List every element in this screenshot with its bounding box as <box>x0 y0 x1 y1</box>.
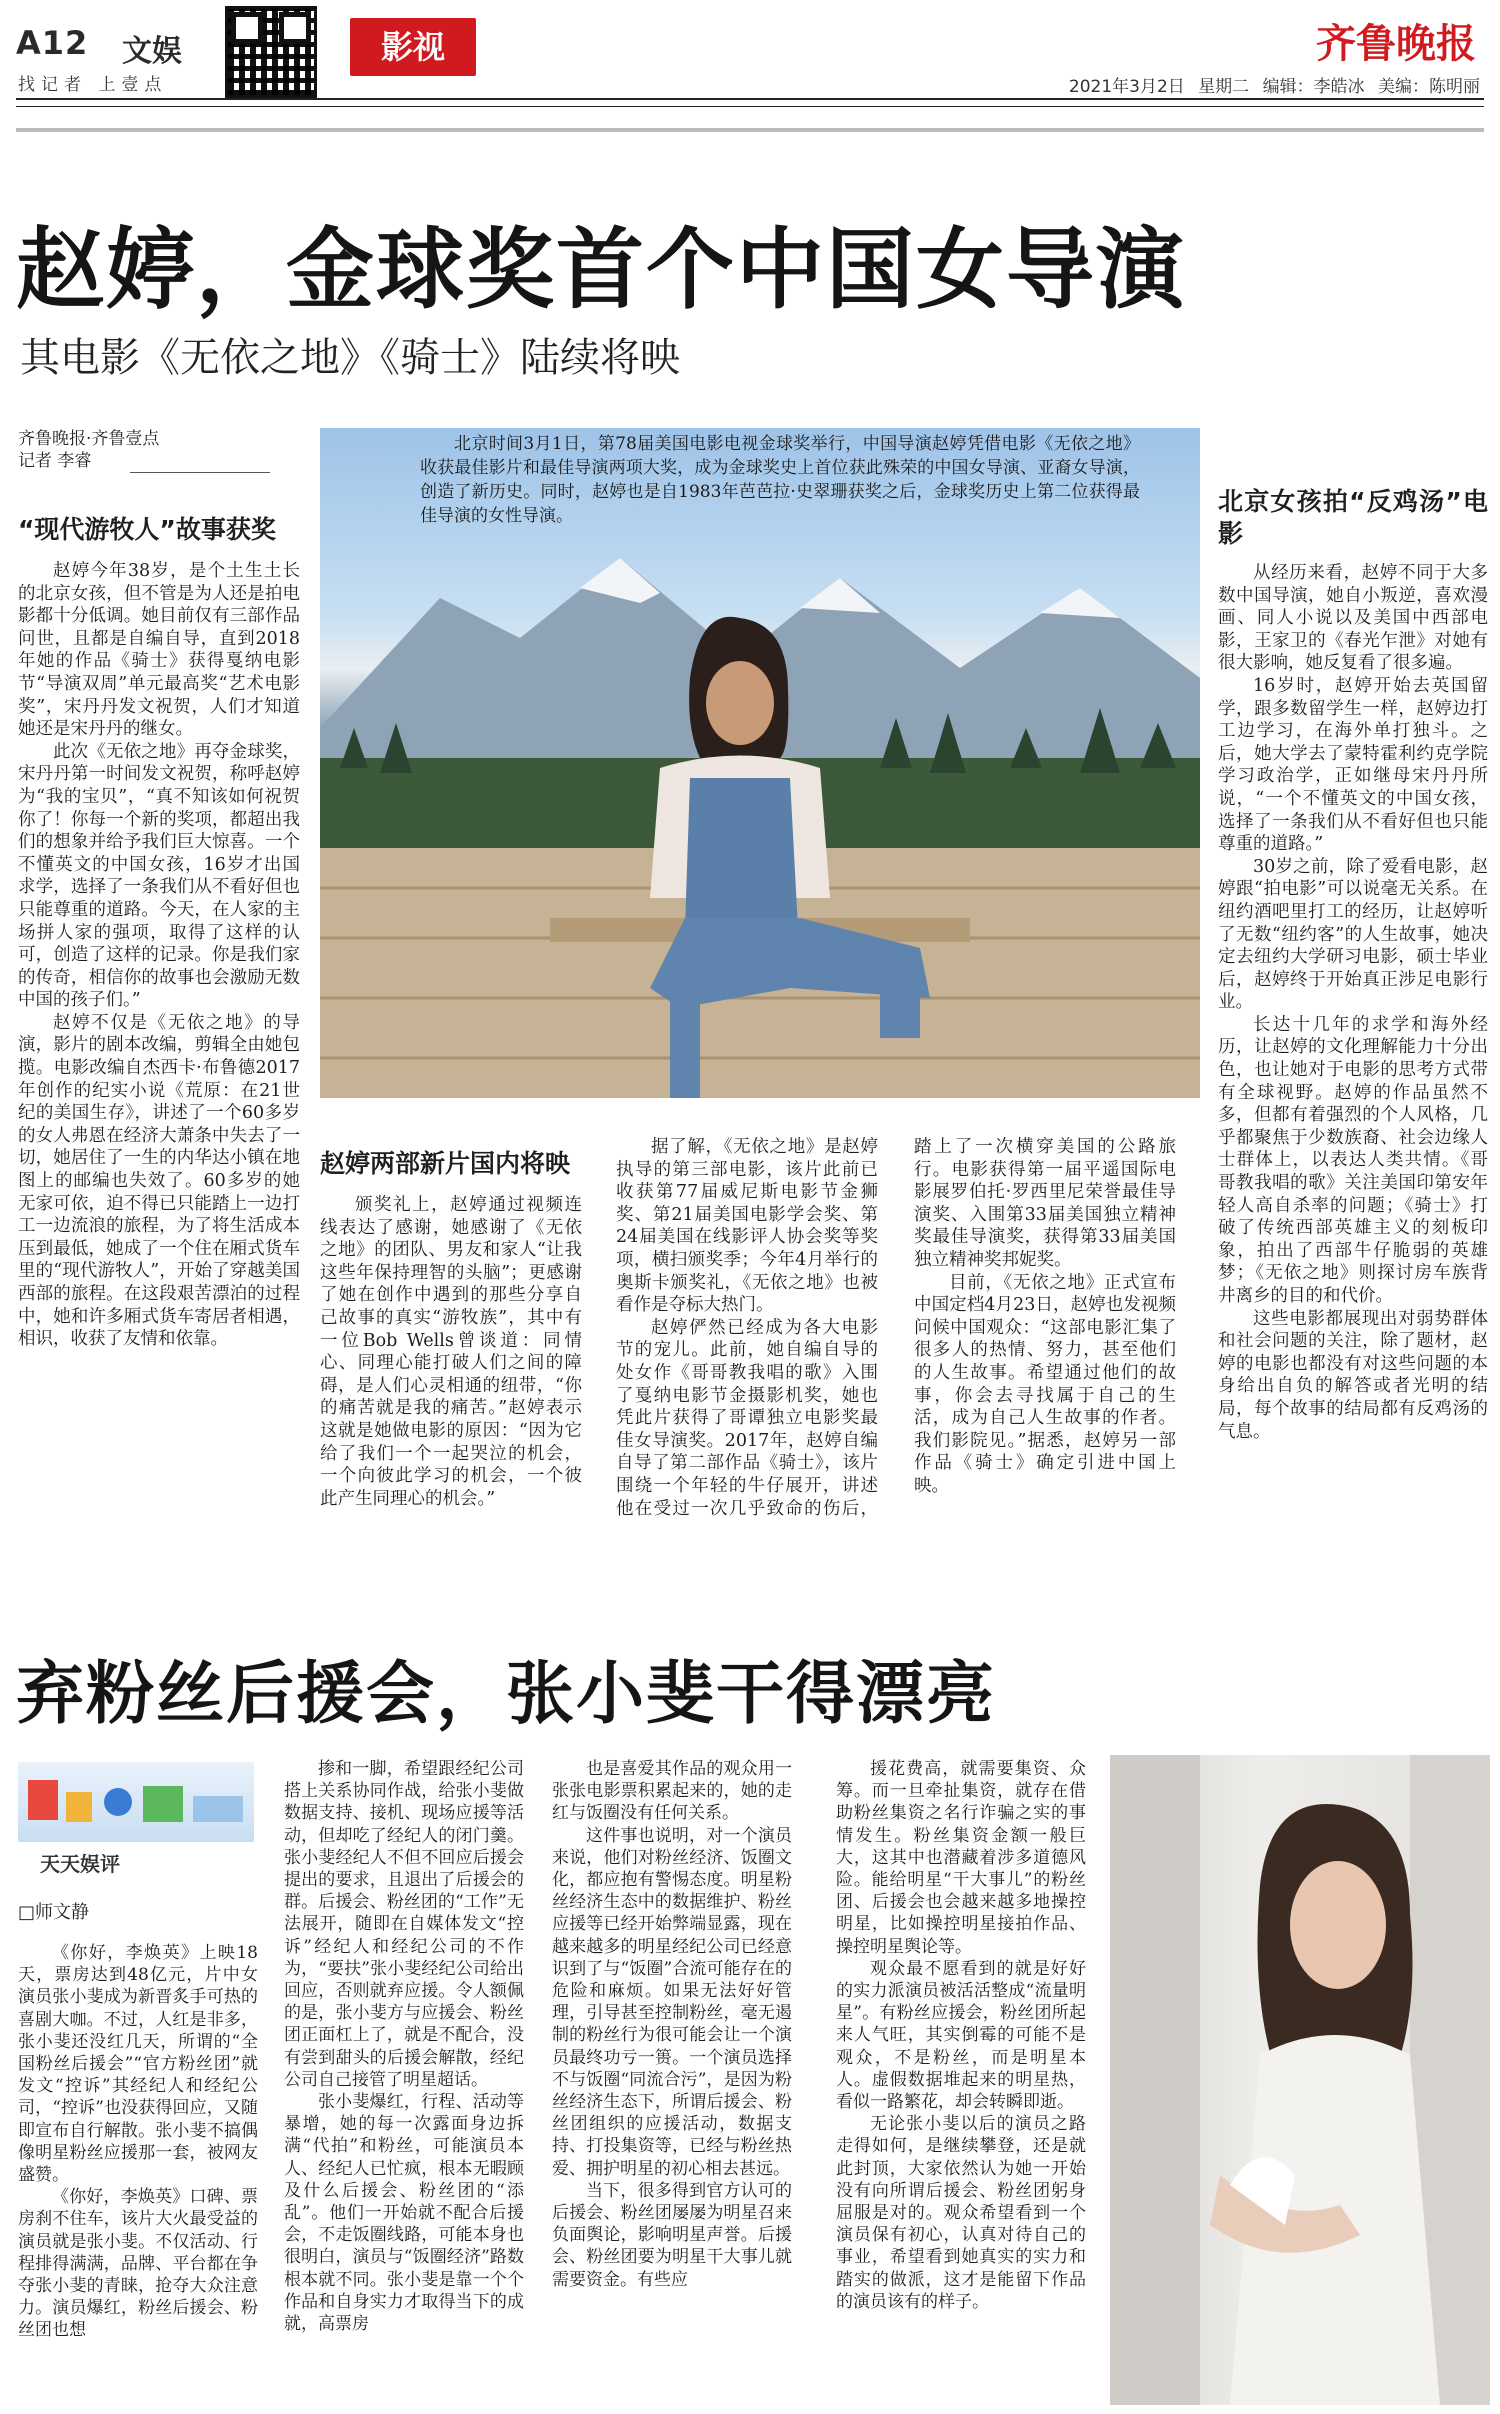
article1-column-1 <box>18 514 300 1351</box>
paragraph: 《你好，李焕英》上映18天，票房达到48亿元，片中女演员张小斐成为新晋炙手可热的喜剧大咖。不过，人红是非多，张小斐还没红几天，所谓的“全国粉丝后援会”“官方粉丝团”就发文“控诉”其经纪人和经纪公司，“控诉”也没获得回应，又随即宣布自行解散。张小斐不搞偶像明星粉丝应援那一套，被网友盛赞。 <box>18 1943 258 2186</box>
paragraph: 从经历来看，赵婷不同于大多数中国导演，她自小叛逆，喜欢漫画、同人小说以及美国中西部电影，王家卫的《春光乍泄》对她有很大影响，她反复看了很多遍。 <box>1218 563 1488 674</box>
paragraph: 据了解，《无依之地》是赵婷执导的第三部电影，该片此前已收获第77届威尼斯电影节金狮奖、第21届美国电影学会奖、第24届美国在线影评人协会奖等奖项，横扫颁奖季；今年4月举行的奥斯卡颁奖礼，《无依之地》也被看作是夺标大热门。 <box>616 1137 878 1316</box>
photo-caption-text: 北京时间3月1日，第78届美国电影电视金球奖举行，中国导演赵婷凭借电影《无依之地》收获最佳影片和最佳导演两项大奖，成为金球奖史上首位获此殊荣的中国女导演、亚裔女导演，创造了新历史。同时，赵婷也是自1983年芭芭拉·史翠珊获奖之后，金球奖历史上第二位获得最佳导演的女性导演。 <box>420 434 1140 526</box>
subheading-nomad: “现代游牧人”故事获奖 <box>18 515 276 544</box>
article1-subhead: 其电影《无依之地》《骑士》陆续将映 <box>20 335 680 381</box>
newspaper-logo: 齐鲁晚报 <box>1316 20 1476 67</box>
subheading-new-films: 赵婷两部新片国内将映 <box>320 1149 571 1178</box>
column-label: 天天娱评 <box>40 1852 120 1876</box>
article2-column-4 <box>836 1758 1086 2313</box>
article1-column-3-4 <box>616 1136 1176 1530</box>
actress-photo <box>1110 1755 1490 2405</box>
byline-rule <box>130 472 270 473</box>
director-photo-art <box>320 428 1200 1098</box>
paragraph: 长达十几年的求学和海外经历，让赵婷的文化理解能力十分出色，也让她对于电影的思考方式带有全球视野。赵婷的作品虽然不多，但都有着强烈的个人风格，几乎都聚焦于少数族裔、社会边缘人士群体上，以表达人类共情。《哥哥教我唱的歌》关注美国印第安年轻人高自杀率的问题；《骑士》打破了传统西部英雄主义的刻板印象，拍出了西部牛仔脆弱的英雄梦；《无依之地》则探讨房车族背井离乡的目的和代价。 <box>1218 1014 1488 1306</box>
date: 2021年3月2日 <box>1068 77 1185 97</box>
column-author: □师文静 <box>18 1902 90 1923</box>
paragraph: 援花费高，就需要集资、众筹。而一旦牵扯集资，就存在借助粉丝集资之名行诈骗之实的事情发生。粉丝集资金额一般巨大，这其中也潜藏着涉多道德风险。能给明星“干大事儿”的粉丝团、后援会也会越来越多地操控明星，比如操控明星接拍作品、操控明星舆论等。 <box>836 1759 1086 1957</box>
paragraph: 赵婷俨然已经成为各大电影节的宠儿。此前，她自编自导的处女作《哥哥教我唱的歌》入围了戛纳电影节金摄影机奖，她也凭此片获得了哥谭独立电影奖最佳女导演奖。2017年，赵婷自编自导了第二部作品《骑士》，该片围绕一个年轻的牛仔展开，讲述他在受过一次几乎致命的伤后，踏上了一次横穿美国的公路旅行。电影获得第一届平遥国际电影展罗伯托·罗西里尼荣誉最佳导演奖、入围第33届美国独立精神奖最佳导演奖，获得第33届美国独立精神奖邦妮奖。 <box>616 1137 1176 1519</box>
paragraph: 赵婷今年38岁，是个土生土长的北京女孩，但不管是为人还是拍电影都十分低调。她目前仅有三部作品问世，且都是自编自导，直到2018年她的作品《骑士》获得戛纳电影节“导演双周”单元最高奖“艺术电影奖”，宋丹丹发文祝贺，人们才知道她还是宋丹丹的继女。 <box>18 561 300 740</box>
paragraph: 目前，《无依之地》正式宣布中国定档4月23日，赵婷也发视频问候中国观众：“这部电影汇集了很多人的热情、努力，甚至他们的人生故事。希望通过他们的故事，你会去寻找属于自己的生活，成为自己人生故事的作者。我们影院见。”据悉，赵婷另一部作品《骑士》确定引进中国上映。 <box>914 1272 1176 1496</box>
dateline <box>1069 72 1480 97</box>
column-logo-art <box>18 1762 254 1842</box>
section-divider <box>16 128 1484 132</box>
paragraph: 掺和一脚，希望跟经纪公司搭上关系协同作战，给张小斐做数据支持、接机、现场应援等活动，但却吃了经纪人的闭门羹。张小斐经纪人不但不回应后援会提出的要求，且退出了后援会的群。后援会、粉丝团的“工作”无法展开，随即在自媒体发文“控诉”经纪人和经纪公司的不作为，“要扶”张小斐经纪公司给出回应，否则就弃应援。令人额佩的是，张小斐方与应援会、粉丝团正面杠上了，就是不配合，没有尝到甜头的后援会解散，经纪公司自己接管了明星超话。 <box>284 1759 524 2090</box>
paragraph: 赵婷不仅是《无依之地》的导演，影片的剧本改编，剪辑全由她包揽。电影改编自杰西卡·布鲁德2017年创作的纪实小说《荒原：在21世纪的美国生存》，讲述了一个60多岁的女人弗恩在经济大萧条中失去了一切，她居住了一生的内华达小镇在地图上的邮编也失效了。60多岁的她无家可依，迫不得已只能踏上一边打工一边流浪的旅程，为了将生活成本压到最低，她成了一个住在厢式货车里的“现代游牧人”，开始了穿越美国西部的旅程。在这段艰苦漂泊的过程中，她和许多厢式货车寄居者相遇，相识，收获了友情和依靠。 <box>18 1012 300 1350</box>
photo-caption <box>420 432 1140 528</box>
paragraph: 也是喜爱其作品的观众用一张张电影票积累起来的，她的走红与饭圈没有任何关系。 <box>552 1759 792 1824</box>
page-number: A12 <box>16 24 89 62</box>
byline <box>18 428 159 472</box>
section-name: 文娱 <box>122 34 182 69</box>
designer: 美编：陈明丽 <box>1378 77 1480 97</box>
subheading-anti-chicken-soup: 北京女孩拍“反鸡汤”电影 <box>1218 487 1488 548</box>
qr-code-icon <box>225 6 317 98</box>
editor: 编辑：李皓冰 <box>1262 77 1365 97</box>
paragraph: 这些电影都展现出对弱势群体和社会问题的关注，除了题材，赵婷的电影也都没有对这些问题的本身给出自负的解答或者光明的结局，每个故事的结局都有反鸡汤的气息。 <box>1218 1308 1488 1442</box>
article1-headline: 赵婷，金球奖首个中国女导演 <box>16 218 1187 321</box>
weekday: 星期二 <box>1198 77 1250 97</box>
paragraph: 张小斐爆红，行程、活动等暴增，她的每一次露面身边拆满“代拍”和粉丝，可能演员本人、经纪人已忙疯，根本无暇顾及什么后援会、粉丝团的“添乱”。他们一开始就不配合后援会，不走饭圈线路，可能本身也很明白，演员与“饭圈经济”路数根本就不同。张小斐是靠一个个作品和自身实力才取得当下的成就，高票房 <box>284 2092 524 2335</box>
article2-column-2 <box>284 1758 524 2335</box>
director-photo <box>320 428 1200 1098</box>
article1-column-2 <box>320 1148 582 1510</box>
paragraph: 30岁之前，除了爱看电影，赵婷跟“拍电影”可以说毫无关系。在纽约酒吧里打工的经历，让赵婷听了无数“纽约客”的人生故事，她决定去纽约大学研习电影，硕士毕业后，赵婷终于开始真正涉足电影行业。 <box>1218 856 1488 1013</box>
actress-photo-art <box>1110 1755 1490 2405</box>
paragraph: 《你好，李焕英》口碑、票房刹不住车，该片大火最受益的演员就是张小斐。不仅活动、行程排得满满，品牌、平台都在争夺张小斐的青睐，抢夺大众注意力。演员爆红，粉丝后援会、粉丝团也想 <box>18 2187 258 2341</box>
paragraph: 此次《无依之地》再夺金球奖，宋丹丹第一时间发文祝贺，称呼赵婷为“我的宝贝”，“真不知该如何祝贺你了！你每一个新的奖项，都超出我们的想象并给予我们巨大惊喜。一个不懂英文的中国女孩，16岁才出国求学，选择了一条我们从不看好但也只能尊重的道路。今天，在人家的主场拼人家的强项，取得了这样的认可，创造了这样的记录。你是我们家的传奇，相信你的故事也会激励无数中国的孩子们。” <box>18 741 300 1011</box>
article2-column-3 <box>552 1758 792 2291</box>
article1-column-5 <box>1218 486 1488 1443</box>
byline-outlet: 齐鲁晚报·齐鲁壹点 <box>18 429 160 449</box>
article2-headline: 弃粉丝后援会，张小斐干得漂亮 <box>16 1655 997 1734</box>
masthead-rule <box>16 98 1484 100</box>
paragraph: 当下，很多得到官方认可的后援会、粉丝团屡屡为明星召来负面舆论，影响明星声誉。后援会、粉丝团要为明星干大事儿就需要资金。有些应 <box>552 2180 792 2290</box>
column-logo <box>18 1762 254 1842</box>
channel-tag: 影视 <box>350 18 476 76</box>
paragraph: 观众最不愿看到的就是好好的实力派演员被活活整成“流量明星”。有粉丝应援会，粉丝团所起来人气旺，其实倒霉的可能不是观众，不是粉丝，而是明星本人。虚假数据堆起来的明星热，看似一路繁花，却会转瞬即逝。 <box>836 1958 1086 2113</box>
paragraph: 无论张小斐以后的演员之路走得如何，是继续攀登，还是就此封顶，大家依然认为她一开始没有向所谓后援会、粉丝团躬身屈服是对的。观众希望看到一个演员保有初心，认真对待自己的事业，希望看到她真实的实力和踏实的做派，这才是能留下作品的演员该有的样子。 <box>836 2114 1086 2312</box>
paragraph: 16岁时，赵婷开始去英国留学，跟多数留学生一样，赵婷边打工边学习，在海外单打独斗。之后，她大学去了蒙特霍利约克学院学习政治学，正如继母宋丹丹所说，“一个不懂英文的中国女孩，选择了一条我们从不看好但也只能尊重的道路。” <box>1218 675 1488 855</box>
paragraph: 颁奖礼上，赵婷通过视频连线表达了感谢，她感谢了《无依之地》的团队、男友和家人“让我这些年保持理智的头脑”；更感谢了她在创作中遇到的那些分享自己故事的真实“游牧族”，其中有一位Bob Wells曾谈道：同情心、同理心能打破人们之间的障碍，是人们心灵相通的纽带，“你的痛苦就是我的痛苦。”赵婷表示这就是她做电影的原因：“因为它给了我们一个一起哭泣的机会，一个向彼此学习的机会，一个彼此产生同理心的机会。” <box>320 1195 582 1509</box>
article2-column-1 <box>18 1942 258 2342</box>
masthead-rule-thin <box>16 106 1484 107</box>
paragraph: 这件事也说明，对一个演员来说，他们对粉丝经济、饭圈文化，都应抱有警惕态度。明星粉丝经济生态中的数据维护、粉丝应援等已经开始弊端显露，现在越来越多的明星经纪公司已经意识到了与“饭圈”合流可能存在的危险和麻烦。如果无法好好管理，引导甚至控制粉丝，毫无遏制的粉丝行为很可能会让一个演员最终功亏一篑。一个演员选择不与饭圈“同流合污”，是因为粉丝经济生态下，所谓后援会、粉丝团组织的应援活动，数据支持、打投集资等，已经与粉丝热爱、拥护明星的初心相去甚远。 <box>552 1825 792 2179</box>
tagline: 找记者 上壹点 <box>18 75 168 95</box>
byline-reporter: 记者 李睿 <box>18 451 92 471</box>
